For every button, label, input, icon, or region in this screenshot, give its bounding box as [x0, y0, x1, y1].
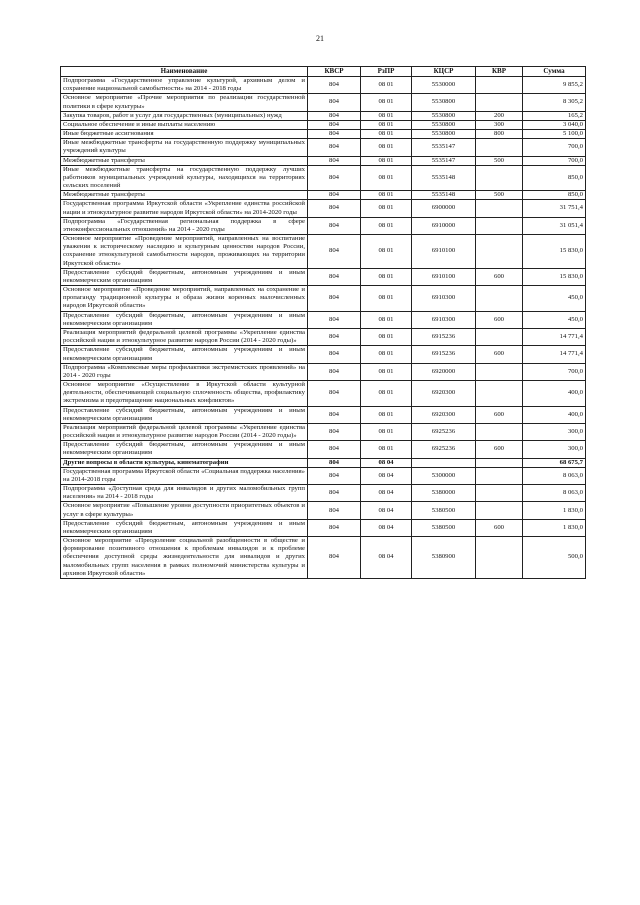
table-row [61, 537, 586, 579]
cell-name: Подпрограмма «Государственное управление культурой, архивным делом и сохранение национальной самобытности» на 2014 - 2018 годы [61, 77, 308, 94]
cell-kvr: 200 [476, 111, 523, 120]
table-row [61, 165, 586, 191]
cell-name: Основное мероприятие «Осуществление в Иркутской области культурной деятельности, обеспечивающей социальную сплоченность общества, профилактику экстремизма и предотвращение национальных конфликтов» [61, 381, 308, 407]
cell-rzpr: 08 01 [361, 94, 412, 111]
cell-name: Подпрограмма «Комплексные меры профилактики экстремистских проявлений» на 2014 - 2020 годы [61, 363, 308, 380]
cell-name: Подпрограмма «Государственная региональная поддержка в сфере этноконфессиональных отношений» на 2014 - 2020 годы [61, 217, 308, 234]
cell-sum: 700,0 [523, 156, 586, 165]
cell-kvsr: 804 [308, 268, 361, 285]
cell-kvsr: 804 [308, 467, 361, 484]
header-sum: Сумма [523, 67, 586, 77]
cell-name: Иные бюджетные ассигнования [61, 130, 308, 139]
table-row [61, 286, 586, 312]
table-row [61, 111, 586, 120]
cell-kcsr: 5380900 [412, 537, 476, 579]
cell-sum: 9 855,2 [523, 77, 586, 94]
cell-kcsr: 5380500 [412, 519, 476, 536]
cell-sum: 450,0 [523, 311, 586, 328]
table-row [61, 485, 586, 502]
cell-rzpr: 08 01 [361, 156, 412, 165]
table-row [61, 130, 586, 139]
cell-sum: 8 305,2 [523, 94, 586, 111]
cell-name: Предоставление субсидий бюджетным, автономным учреждениям и иным некоммерческим организациям [61, 311, 308, 328]
cell-kvr [476, 502, 523, 519]
cell-kvsr: 804 [308, 537, 361, 579]
header-kvr: КВР [476, 67, 523, 77]
cell-name: Закупка товаров, работ и услуг для государственных (муниципальных) нужд [61, 111, 308, 120]
cell-kvr [476, 363, 523, 380]
cell-name: Предоставление субсидий бюджетным, автономным учреждениям и иным некоммерческим организациям [61, 406, 308, 423]
cell-sum: 8 063,0 [523, 467, 586, 484]
cell-kvsr: 804 [308, 458, 361, 467]
cell-kcsr: 5530800 [412, 94, 476, 111]
cell-kvsr: 804 [308, 77, 361, 94]
cell-sum: 5 100,0 [523, 130, 586, 139]
cell-kcsr: 6910300 [412, 311, 476, 328]
table-row [61, 441, 586, 458]
cell-name: Иные межбюджетные трансферты на государственную поддержку лучших работников муниципальных учреждений культуры, находящихся на территориях сельских поселений [61, 165, 308, 191]
cell-kvr: 300 [476, 120, 523, 129]
cell-kcsr: 6920000 [412, 363, 476, 380]
cell-name: Предоставление субсидий бюджетным, автономным учреждениям и иным некоммерческим организациям [61, 268, 308, 285]
page-number: 21 [316, 34, 324, 43]
cell-kvr [476, 217, 523, 234]
table-row [61, 217, 586, 234]
cell-kvsr: 804 [308, 519, 361, 536]
cell-sum: 68 675,7 [523, 458, 586, 467]
cell-rzpr: 08 04 [361, 502, 412, 519]
table-row [61, 191, 586, 200]
cell-sum: 450,0 [523, 286, 586, 312]
cell-name: Предоставление субсидий бюджетным, автономным учреждениям и иным некоммерческим организациям [61, 441, 308, 458]
cell-kvr: 600 [476, 346, 523, 363]
cell-kvsr: 804 [308, 217, 361, 234]
cell-kcsr: 5380000 [412, 485, 476, 502]
cell-sum: 15 830,0 [523, 268, 586, 285]
table-header-row [61, 67, 586, 77]
cell-kvr [476, 235, 523, 269]
cell-name: Социальное обеспечение и иные выплаты населению [61, 120, 308, 129]
cell-kvsr: 804 [308, 286, 361, 312]
budget-table [60, 66, 586, 579]
cell-sum: 300,0 [523, 441, 586, 458]
table-row [61, 458, 586, 467]
cell-rzpr: 08 01 [361, 363, 412, 380]
cell-kvsr: 804 [308, 485, 361, 502]
cell-kvsr: 804 [308, 111, 361, 120]
cell-kvr [476, 77, 523, 94]
cell-kvsr: 804 [308, 200, 361, 217]
cell-kvr: 600 [476, 406, 523, 423]
cell-rzpr: 08 04 [361, 485, 412, 502]
cell-name: Основное мероприятие «Преодоление социальной разобщенности в обществе и формирование позитивного отношения к проблемам инвалидов и к проблеме обеспечения доступной среды жизнедеятельности для инвалидов и других маломобильных групп населения в рамках полномочий министерства культуры и архивов Иркутской области» [61, 537, 308, 579]
cell-kvr [476, 467, 523, 484]
cell-sum: 3 040,0 [523, 120, 586, 129]
cell-rzpr: 08 01 [361, 381, 412, 407]
cell-kvr [476, 200, 523, 217]
cell-rzpr: 08 01 [361, 77, 412, 94]
cell-kvr [476, 286, 523, 312]
cell-sum: 14 771,4 [523, 328, 586, 345]
table-row [61, 467, 586, 484]
cell-kvsr: 804 [308, 94, 361, 111]
cell-kcsr: 6925236 [412, 423, 476, 440]
cell-kvsr: 804 [308, 130, 361, 139]
cell-sum: 1 830,0 [523, 519, 586, 536]
cell-kvsr: 804 [308, 441, 361, 458]
cell-sum: 700,0 [523, 363, 586, 380]
cell-kcsr: 6915236 [412, 328, 476, 345]
cell-rzpr: 08 01 [361, 130, 412, 139]
cell-kvsr: 804 [308, 502, 361, 519]
cell-kvr [476, 458, 523, 467]
cell-kvr [476, 328, 523, 345]
cell-kvsr: 804 [308, 139, 361, 156]
cell-rzpr: 08 01 [361, 165, 412, 191]
cell-kvsr: 804 [308, 191, 361, 200]
cell-kvsr: 804 [308, 311, 361, 328]
cell-kvsr: 804 [308, 423, 361, 440]
cell-kcsr: 5530000 [412, 77, 476, 94]
cell-rzpr: 08 01 [361, 217, 412, 234]
header-name: Наименование [61, 67, 308, 77]
cell-rzpr: 08 01 [361, 111, 412, 120]
cell-kcsr: 5535147 [412, 139, 476, 156]
cell-kcsr: 6910300 [412, 286, 476, 312]
cell-sum: 8 063,0 [523, 485, 586, 502]
cell-kvsr: 804 [308, 165, 361, 191]
cell-kvsr: 804 [308, 328, 361, 345]
cell-kvsr: 804 [308, 235, 361, 269]
cell-rzpr: 08 01 [361, 286, 412, 312]
cell-sum: 850,0 [523, 165, 586, 191]
cell-kvr: 500 [476, 191, 523, 200]
cell-sum: 165,2 [523, 111, 586, 120]
cell-name: Реализация мероприятий федеральной целевой программы «Укрепление единства российской нации и этнокультурное развитие народов России (2014 - 2020 годы)» [61, 328, 308, 345]
cell-kvr [476, 537, 523, 579]
cell-kvsr: 804 [308, 156, 361, 165]
table-row [61, 268, 586, 285]
table-row [61, 235, 586, 269]
cell-kcsr: 5530800 [412, 120, 476, 129]
cell-sum: 300,0 [523, 423, 586, 440]
cell-kvr: 600 [476, 519, 523, 536]
table-row [61, 346, 586, 363]
cell-rzpr: 08 01 [361, 191, 412, 200]
cell-rzpr: 08 01 [361, 120, 412, 129]
cell-sum: 14 771,4 [523, 346, 586, 363]
cell-rzpr: 08 01 [361, 311, 412, 328]
table-row [61, 77, 586, 94]
cell-name: Основное мероприятие «Повышение уровня доступности приоритетных объектов и услуг в сфере культуры» [61, 502, 308, 519]
cell-kvsr: 804 [308, 381, 361, 407]
cell-rzpr: 08 01 [361, 200, 412, 217]
cell-name: Межбюджетные трансферты [61, 191, 308, 200]
cell-name: Государственная программа Иркутской области «Социальная поддержка населения» на 2014-2018 годы [61, 467, 308, 484]
cell-sum: 15 830,0 [523, 235, 586, 269]
cell-kcsr: 6910100 [412, 268, 476, 285]
cell-name: Основное мероприятие «Проведение мероприятий, направленных на сохранение и пропаганду традиционной культуры и образа жизни коренных малочисленных народов Иркутской области» [61, 286, 308, 312]
cell-kcsr: 5300000 [412, 467, 476, 484]
cell-sum: 400,0 [523, 406, 586, 423]
table-row [61, 423, 586, 440]
cell-rzpr: 08 01 [361, 268, 412, 285]
cell-name: Реализация мероприятий федеральной целевой программы «Укрепление единства российской нации и этнокультурное развитие народов России (2014 - 2020 годы)» [61, 423, 308, 440]
cell-kvsr: 804 [308, 406, 361, 423]
cell-kvsr: 804 [308, 120, 361, 129]
cell-sum: 400,0 [523, 381, 586, 407]
cell-kvr [476, 139, 523, 156]
cell-kvr [476, 423, 523, 440]
cell-kcsr: 6925236 [412, 441, 476, 458]
table-row [61, 156, 586, 165]
cell-kvr [476, 485, 523, 502]
cell-name: Основное мероприятие «Прочие мероприятия по реализации государственной политики в сфере культуры» [61, 94, 308, 111]
header-rzpr: РзПР [361, 67, 412, 77]
cell-kvsr: 804 [308, 346, 361, 363]
cell-sum: 850,0 [523, 191, 586, 200]
table-row [61, 363, 586, 380]
table-row [61, 381, 586, 407]
table-row [61, 519, 586, 536]
cell-kvr: 500 [476, 156, 523, 165]
cell-kvr [476, 94, 523, 111]
cell-kvsr: 804 [308, 363, 361, 380]
cell-rzpr: 08 04 [361, 537, 412, 579]
cell-kvr [476, 165, 523, 191]
cell-kcsr: 5535147 [412, 156, 476, 165]
cell-kcsr: 6900000 [412, 200, 476, 217]
table-row [61, 328, 586, 345]
cell-sum: 1 830,0 [523, 502, 586, 519]
cell-kvr: 800 [476, 130, 523, 139]
cell-kvr: 600 [476, 311, 523, 328]
table-row [61, 406, 586, 423]
cell-sum: 31 751,4 [523, 200, 586, 217]
cell-name: Основное мероприятие «Проведение мероприятий, направленных на воспитание уважения к историческому наследию и культурным ценностям народов России, сохранение этнокультурной самобытности народов, проживающих на территории Иркутской области» [61, 235, 308, 269]
table-row [61, 200, 586, 217]
cell-kcsr: 6915236 [412, 346, 476, 363]
cell-kcsr: 5530800 [412, 111, 476, 120]
cell-name: Подпрограмма «Доступная среда для инвалидов и других маломобильных групп населения» на 2014 - 2018 годы [61, 485, 308, 502]
cell-rzpr: 08 04 [361, 519, 412, 536]
cell-kcsr: 6920300 [412, 406, 476, 423]
cell-name: Иные межбюджетные трансферты на государственную поддержку муниципальных учреждений культуры [61, 139, 308, 156]
cell-kcsr: 5530800 [412, 130, 476, 139]
cell-rzpr: 08 01 [361, 441, 412, 458]
header-kvsr: КВСР [308, 67, 361, 77]
cell-name: Предоставление субсидий бюджетным, автономным учреждениям и иным некоммерческим организациям [61, 346, 308, 363]
cell-rzpr: 08 01 [361, 423, 412, 440]
cell-rzpr: 08 04 [361, 467, 412, 484]
cell-rzpr: 08 01 [361, 406, 412, 423]
table-row [61, 94, 586, 111]
cell-kcsr: 6910100 [412, 235, 476, 269]
cell-kcsr: 5535148 [412, 191, 476, 200]
cell-kcsr: 5380500 [412, 502, 476, 519]
cell-rzpr: 08 01 [361, 328, 412, 345]
cell-kvr [476, 381, 523, 407]
cell-rzpr: 08 01 [361, 346, 412, 363]
cell-kcsr [412, 458, 476, 467]
table-row [61, 311, 586, 328]
header-kcsr: КЦСР [412, 67, 476, 77]
cell-rzpr: 08 01 [361, 139, 412, 156]
cell-name: Межбюджетные трансферты [61, 156, 308, 165]
cell-rzpr: 08 01 [361, 235, 412, 269]
cell-name: Предоставление субсидий бюджетным, автономным учреждениям и иным некоммерческим организациям [61, 519, 308, 536]
cell-kvr: 600 [476, 268, 523, 285]
cell-name: Другие вопросы в области культуры, кинематографии [61, 458, 308, 467]
cell-kcsr: 6920300 [412, 381, 476, 407]
table-row [61, 502, 586, 519]
cell-sum: 31 051,4 [523, 217, 586, 234]
cell-kcsr: 5535148 [412, 165, 476, 191]
table-row [61, 120, 586, 129]
cell-kvr: 600 [476, 441, 523, 458]
cell-sum: 500,0 [523, 537, 586, 579]
cell-sum: 700,0 [523, 139, 586, 156]
cell-rzpr: 08 04 [361, 458, 412, 467]
table-row [61, 139, 586, 156]
cell-name: Государственная программа Иркутской области «Укрепление единства российской нации и этнокультурное развитие народов Иркутской области» на 2014-2020 годы [61, 200, 308, 217]
cell-kcsr: 6910000 [412, 217, 476, 234]
